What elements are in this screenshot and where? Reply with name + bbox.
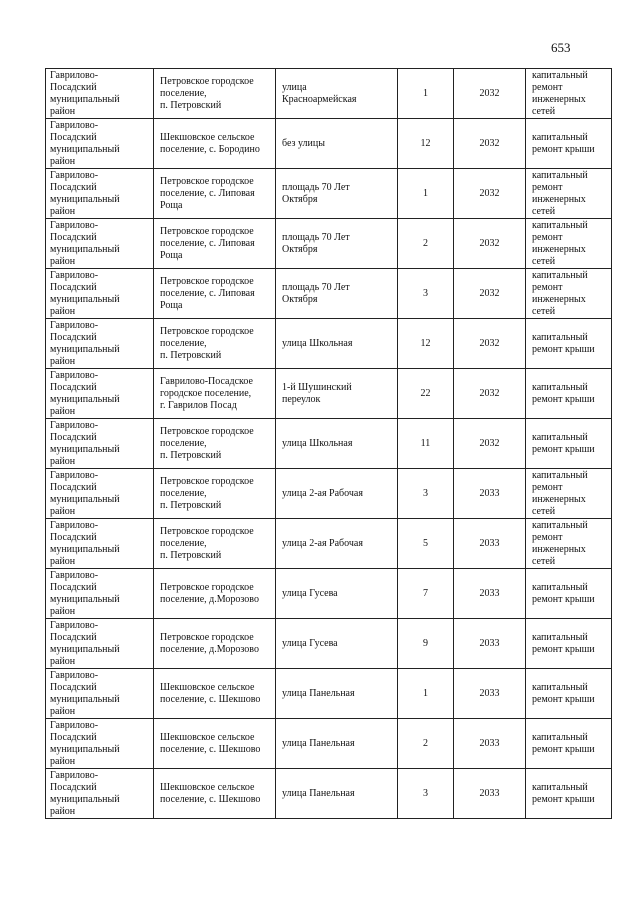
street-cell: площадь 70 Лет Октября <box>276 219 398 269</box>
year-cell: 2033 <box>454 569 526 619</box>
settlement-cell: Петровское городское поселение, п. Петровский <box>154 319 276 369</box>
year-cell: 2033 <box>454 519 526 569</box>
year-cell: 2033 <box>454 469 526 519</box>
work-type-cell: капитальный ремонт инженерных сетей <box>526 519 612 569</box>
table-row <box>46 119 612 169</box>
work-type-cell: капитальный ремонт крыши <box>526 419 612 469</box>
table-row <box>46 369 612 419</box>
house-number-cell: 2 <box>398 719 454 769</box>
table-row <box>46 619 612 669</box>
settlement-cell: Петровское городское поселение, д.Морозово <box>154 619 276 669</box>
settlement-cell: Петровское городское поселение, п. Петровский <box>154 69 276 119</box>
settlement-cell: Гаврилово-Посадское городское поселение, г. Гаврилов Посад <box>154 369 276 419</box>
table-row <box>46 669 612 719</box>
district-cell: Гаврилово- Посадский муниципальный район <box>46 719 154 769</box>
settlement-cell: Петровское городское поселение, с. Липовая Роща <box>154 219 276 269</box>
year-cell: 2032 <box>454 169 526 219</box>
table-row <box>46 469 612 519</box>
page-number: 653 <box>551 40 571 55</box>
house-number-cell: 9 <box>398 619 454 669</box>
district-cell: Гаврилово- Посадский муниципальный район <box>46 469 154 519</box>
district-cell: Гаврилово- Посадский муниципальный район <box>46 569 154 619</box>
street-cell: без улицы <box>276 119 398 169</box>
year-cell: 2033 <box>454 619 526 669</box>
year-cell: 2032 <box>454 269 526 319</box>
house-number-cell: 5 <box>398 519 454 569</box>
street-cell: улица Гусева <box>276 569 398 619</box>
table-row <box>46 69 612 119</box>
house-number-cell: 2 <box>398 219 454 269</box>
work-type-cell: капитальный ремонт инженерных сетей <box>526 219 612 269</box>
work-type-cell: капитальный ремонт крыши <box>526 619 612 669</box>
house-number-cell: 12 <box>398 319 454 369</box>
repair-schedule-table <box>45 68 612 819</box>
year-cell: 2033 <box>454 769 526 819</box>
work-type-cell: капитальный ремонт крыши <box>526 569 612 619</box>
work-type-cell: капитальный ремонт инженерных сетей <box>526 269 612 319</box>
district-cell: Гаврилово- Посадский муниципальный район <box>46 519 154 569</box>
settlement-cell: Петровское городское поселение, с. Липовая Роща <box>154 269 276 319</box>
house-number-cell: 12 <box>398 119 454 169</box>
district-cell: Гаврилово- Посадский муниципальный район <box>46 369 154 419</box>
settlement-cell: Петровское городское поселение, п. Петровский <box>154 469 276 519</box>
table-body <box>46 69 612 819</box>
street-cell: улица Красноармейская <box>276 69 398 119</box>
work-type-cell: капитальный ремонт крыши <box>526 319 612 369</box>
year-cell: 2032 <box>454 369 526 419</box>
district-cell: Гаврилово- Посадский муниципальный район <box>46 219 154 269</box>
house-number-cell: 22 <box>398 369 454 419</box>
settlement-cell: Петровское городское поселение, п. Петровский <box>154 419 276 469</box>
table-row <box>46 769 612 819</box>
table-row <box>46 319 612 369</box>
settlement-cell: Петровское городское поселение, с. Липовая Роща <box>154 169 276 219</box>
house-number-cell: 3 <box>398 769 454 819</box>
house-number-cell: 7 <box>398 569 454 619</box>
street-cell: 1-й Шушинский переулок <box>276 369 398 419</box>
house-number-cell: 3 <box>398 469 454 519</box>
table-row <box>46 569 612 619</box>
table-row <box>46 219 612 269</box>
settlement-cell: Шекшовское сельское поселение, с. Бородино <box>154 119 276 169</box>
work-type-cell: капитальный ремонт крыши <box>526 669 612 719</box>
street-cell: улица Школьная <box>276 319 398 369</box>
district-cell: Гаврилово- Посадский муниципальный район <box>46 119 154 169</box>
work-type-cell: капитальный ремонт крыши <box>526 719 612 769</box>
work-type-cell: капитальный ремонт крыши <box>526 119 612 169</box>
work-type-cell: капитальный ремонт инженерных сетей <box>526 69 612 119</box>
district-cell: Гаврилово- Посадский муниципальный район <box>46 419 154 469</box>
house-number-cell: 1 <box>398 169 454 219</box>
house-number-cell: 3 <box>398 269 454 319</box>
district-cell: Гаврилово- Посадский муниципальный район <box>46 269 154 319</box>
settlement-cell: Петровское городское поселение, п. Петровский <box>154 519 276 569</box>
street-cell: улица Панельная <box>276 769 398 819</box>
year-cell: 2032 <box>454 69 526 119</box>
street-cell: улица Панельная <box>276 669 398 719</box>
table-row <box>46 719 612 769</box>
settlement-cell: Шекшовское сельское поселение, с. Шекшово <box>154 719 276 769</box>
street-cell: площадь 70 Лет Октября <box>276 169 398 219</box>
district-cell: Гаврилово- Посадский муниципальный район <box>46 669 154 719</box>
year-cell: 2032 <box>454 219 526 269</box>
street-cell: улица Школьная <box>276 419 398 469</box>
table-row <box>46 269 612 319</box>
table-row <box>46 169 612 219</box>
year-cell: 2032 <box>454 319 526 369</box>
settlement-cell: Шекшовское сельское поселение, с. Шекшово <box>154 669 276 719</box>
year-cell: 2032 <box>454 419 526 469</box>
house-number-cell: 1 <box>398 69 454 119</box>
table-row <box>46 419 612 469</box>
work-type-cell: капитальный ремонт инженерных сетей <box>526 469 612 519</box>
year-cell: 2032 <box>454 119 526 169</box>
street-cell: площадь 70 Лет Октября <box>276 269 398 319</box>
district-cell: Гаврилово- Посадский муниципальный район <box>46 619 154 669</box>
street-cell: улица Панельная <box>276 719 398 769</box>
work-type-cell: капитальный ремонт крыши <box>526 769 612 819</box>
table-row <box>46 519 612 569</box>
street-cell: улица 2-ая Рабочая <box>276 519 398 569</box>
district-cell: Гаврилово- Посадский муниципальный район <box>46 69 154 119</box>
settlement-cell: Шекшовское сельское поселение, с. Шекшово <box>154 769 276 819</box>
house-number-cell: 11 <box>398 419 454 469</box>
street-cell: улица 2-ая Рабочая <box>276 469 398 519</box>
house-number-cell: 1 <box>398 669 454 719</box>
street-cell: улица Гусева <box>276 619 398 669</box>
settlement-cell: Петровское городское поселение, д.Морозово <box>154 569 276 619</box>
work-type-cell: капитальный ремонт крыши <box>526 369 612 419</box>
district-cell: Гаврилово- Посадский муниципальный район <box>46 769 154 819</box>
work-type-cell: капитальный ремонт инженерных сетей <box>526 169 612 219</box>
year-cell: 2033 <box>454 669 526 719</box>
district-cell: Гаврилово- Посадский муниципальный район <box>46 319 154 369</box>
district-cell: Гаврилово- Посадский муниципальный район <box>46 169 154 219</box>
year-cell: 2033 <box>454 719 526 769</box>
